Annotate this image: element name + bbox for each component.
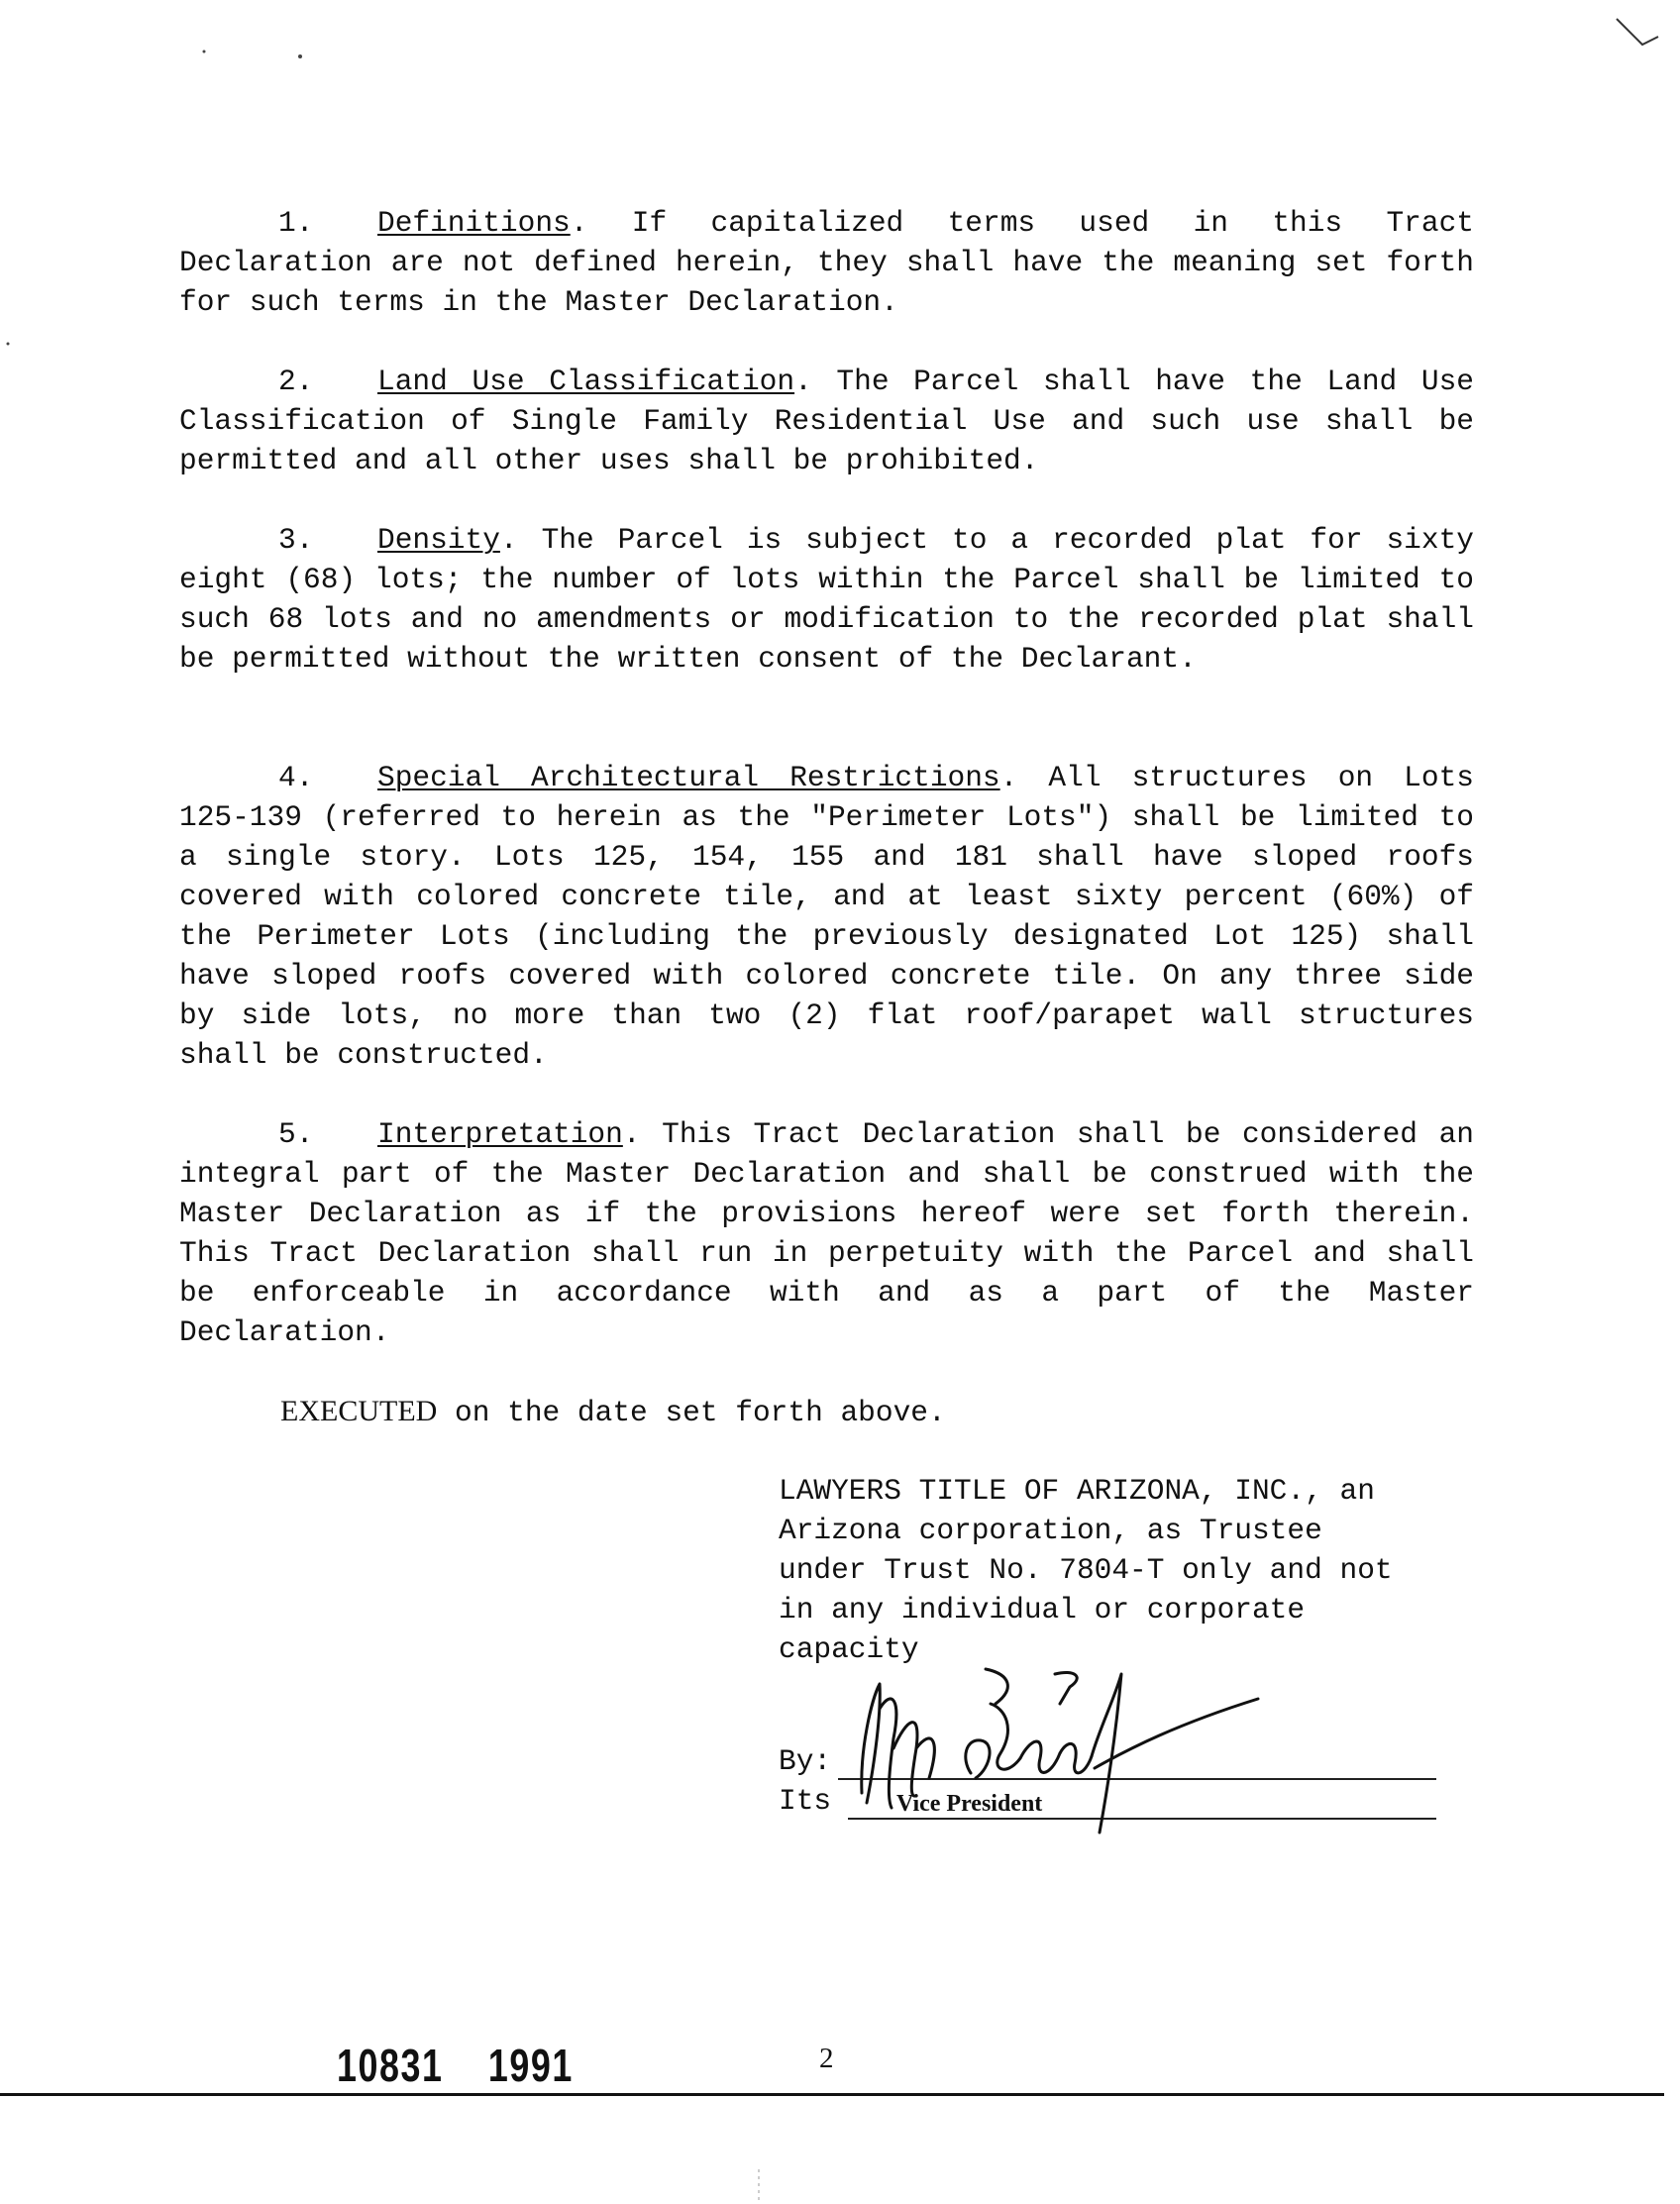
- section-number: 1.: [278, 206, 314, 240]
- section-heading: Special Architectural Restrictions: [377, 761, 1000, 794]
- trustee-line-4: in any individual or corporate: [779, 1593, 1306, 1627]
- recording-numbers: [337, 2039, 618, 2092]
- section-4-architectural-restrictions: [179, 758, 1474, 1075]
- trustee-line-1: LAWYERS TITLE OF ARIZONA, INC., an: [779, 1474, 1375, 1508]
- execution-statement: [280, 1392, 946, 1432]
- section-heading: Land Use Classification: [377, 365, 795, 398]
- section-3-density: [179, 520, 1474, 679]
- section-body: . This Tract Declaration shall be considered an integral part of the Master Declaration and shall be construed with the Master Declaration as if the provisions hereof were set forth therein. This Tract Declaration shall run in perpetuity with the Parcel and shall be enforceable in accordance with and as a part of the Master Declaration.: [179, 1117, 1474, 1349]
- section-heading: Definitions: [377, 206, 571, 240]
- handwritten-signature: [832, 1629, 1268, 1842]
- trustee-line-2: Arizona corporation, as Trustee: [779, 1514, 1322, 1547]
- trustee-line-5: capacity: [779, 1632, 919, 1666]
- scan-corner-mark: [1615, 15, 1664, 54]
- recording-number-1: 10831: [337, 2040, 444, 2091]
- recording-number-2: 1991: [487, 2040, 574, 2091]
- section-number: 2.: [278, 365, 314, 398]
- trustee-line-3: under Trust No. 7804-T only and not: [779, 1553, 1393, 1587]
- section-1-definitions: [179, 203, 1474, 322]
- executed-word: EXECUTED: [280, 1395, 438, 1427]
- by-label: By:: [779, 1744, 832, 1778]
- section-body: . The Parcel is subject to a recorded plat for sixty eight (68) lots; the number of lots within the Parcel shall be limited to such 68 lots and no amendments or modification to the recorded plat shall be permitted without the written consent of the Declarant.: [179, 523, 1474, 676]
- signer-title: Vice President: [896, 1791, 1043, 1817]
- page-number: 2: [819, 2043, 834, 2074]
- section-heading: Interpretation: [377, 1117, 623, 1151]
- bottom-divider: [0, 2093, 1664, 2096]
- section-5-interpretation: [179, 1114, 1474, 1352]
- executed-rest: on the date set forth above.: [437, 1396, 946, 1429]
- section-number: 5.: [278, 1117, 314, 1151]
- section-body: . If capitalized terms used in this Tract Declaration are not defined herein, they shall have the meaning set forth for such terms in the Master Declaration.: [179, 206, 1474, 319]
- section-2-land-use: [179, 362, 1474, 480]
- its-label: Its: [779, 1784, 832, 1818]
- section-heading: Density: [377, 523, 500, 557]
- section-number: 3.: [278, 523, 314, 557]
- section-number: 4.: [278, 761, 314, 794]
- section-body: . The Parcel shall have the Land Use Classification of Single Family Residential Use and such use shall be permitted and all other uses shall be prohibited.: [179, 365, 1474, 477]
- section-body: . All structures on Lots 125-139 (referred to herein as the "Perimeter Lots") shall be limited to a single story. Lots 125, 154, 155 and 181 shall have sloped roofs covered with colored concrete tile, and at least sixty percent (60%) of the Perimeter Lots (including the previously designated Lot 125) shall have sloped roofs covered with colored concrete tile. On any three side by side lots, no more than two (2) flat roof/parapet wall structures shall be constructed.: [179, 761, 1474, 1072]
